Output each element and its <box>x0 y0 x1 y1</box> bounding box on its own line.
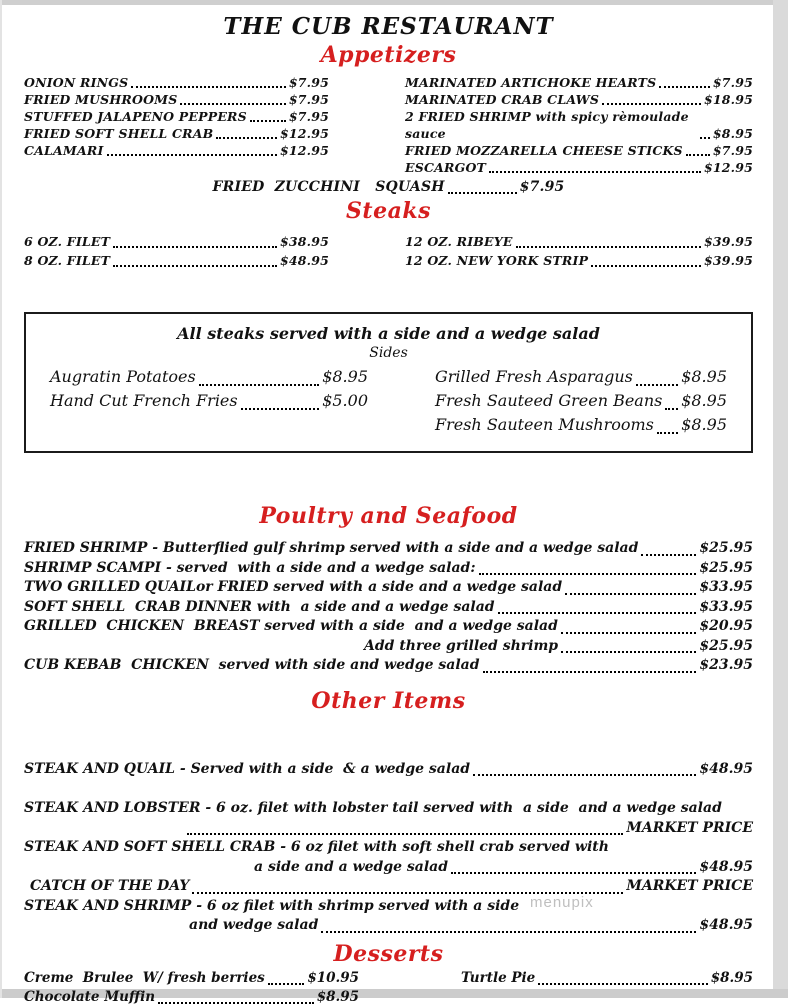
menu-item <box>50 365 368 389</box>
menu-item <box>461 969 753 988</box>
appetizers-right-column <box>405 74 753 176</box>
appetizers-left-column <box>24 74 329 159</box>
item-price: $48.95 <box>699 760 753 777</box>
dotted-leader <box>498 612 697 614</box>
dotted-leader <box>131 86 285 88</box>
item-name: STEAK AND QUAIL - Served with a side & a wedge salad <box>24 760 471 777</box>
item-name: Grilled Fresh Asparagus <box>435 367 633 386</box>
menu-item <box>405 74 753 91</box>
item-name: 12 OZ. NEW YORK STRIP <box>405 253 589 268</box>
item-price: $23.95 <box>699 657 753 673</box>
item-name: Fresh Sauteen Mushrooms <box>435 415 654 434</box>
dotted-leader <box>538 983 707 985</box>
item-price: $8.95 <box>681 415 727 434</box>
item-price: $8.95 <box>681 367 727 386</box>
item-price: MARKET PRICE <box>626 819 753 836</box>
item-name: CUB KEBAB CHICKEN served with side and wedge salad <box>24 657 480 673</box>
menu-item <box>24 617 753 637</box>
item-name: 2 FRIED SHRIMP with spicy rèmoulade sauce <box>405 109 694 141</box>
dotted-leader <box>565 593 696 595</box>
menu-item <box>24 656 753 676</box>
dotted-leader <box>636 384 678 386</box>
menu-item <box>405 108 753 142</box>
menu-item <box>24 74 329 91</box>
item-name: Hand Cut French Fries <box>50 391 238 410</box>
menu-item <box>24 91 329 108</box>
item-name: FRIED MOZZARELLA CHEESE STICKS <box>405 143 683 158</box>
item-name: a side and a wedge salad <box>254 858 449 875</box>
menu-item <box>24 125 329 142</box>
menu-item <box>24 232 329 251</box>
item-name: FRIED SHRIMP - Butterflied gulf shrimp served with a side and a wedge salad <box>24 540 639 556</box>
dotted-leader <box>268 983 305 985</box>
dotted-leader <box>657 432 678 434</box>
item-name: Fresh Sauteed Green Beans <box>435 391 663 410</box>
item-name: ESCARGOT <box>405 160 487 175</box>
item-price: $7.95 <box>288 92 329 107</box>
item-name: and wedge salad <box>189 917 319 933</box>
item-price: $48.95 <box>279 253 329 268</box>
dotted-leader <box>686 154 710 156</box>
dotted-leader <box>216 137 277 139</box>
sides-columns <box>50 365 727 437</box>
item-name: STEAK AND LOBSTER - 6 oz. filet with lobster tail served with a side and a wedge salad <box>24 800 722 816</box>
menu-item <box>24 897 753 917</box>
desserts-columns <box>24 969 753 1007</box>
menu-item <box>405 142 753 159</box>
dotted-leader <box>665 408 678 410</box>
item-price: $7.95 <box>288 75 329 90</box>
steaks-left-column <box>24 232 329 270</box>
section-heading-steaks: Steaks <box>346 198 431 224</box>
appetizers-columns <box>24 74 753 176</box>
menu-item <box>405 232 753 251</box>
menu-item <box>24 598 753 618</box>
menu-page <box>2 5 773 1005</box>
menu-item <box>24 760 753 780</box>
menu-item <box>213 177 565 197</box>
item-price: $33.95 <box>699 598 753 615</box>
item-name: SOFT SHELL CRAB DINNER with a side and a wedge salad <box>24 598 495 615</box>
dotted-leader <box>489 171 701 173</box>
item-price: $25.95 <box>699 637 753 654</box>
item-price: $7.95 <box>519 179 565 195</box>
dotted-leader <box>158 1002 314 1004</box>
dotted-leader <box>113 246 277 248</box>
menu-item <box>24 877 753 897</box>
item-price: $7.95 <box>288 109 329 124</box>
menu-item <box>405 159 753 176</box>
dotted-leader <box>250 120 286 122</box>
poultry-seafood-list <box>24 539 753 676</box>
dotted-leader <box>199 384 320 386</box>
item-price: $7.95 <box>712 143 753 158</box>
item-name: FRIED SOFT SHELL CRAB <box>24 126 214 141</box>
item-price: $8.95 <box>712 126 753 141</box>
desserts-left-column <box>24 969 359 1007</box>
item-name: FRIED ZUCCHINI SQUASH <box>212 179 445 195</box>
section-heading-other-items: Other Items <box>311 687 466 714</box>
item-name: 8 OZ. FILET <box>24 253 111 268</box>
menu-item <box>24 251 329 270</box>
menu-item <box>435 365 727 389</box>
item-price: $12.95 <box>279 143 329 158</box>
dotted-leader <box>483 671 697 673</box>
section-heading-appetizers: Appetizers <box>320 42 457 68</box>
steaks-right-column <box>405 232 753 270</box>
sides-left-column <box>50 365 368 413</box>
item-name: 6 OZ. FILET <box>24 234 111 249</box>
menu-item <box>405 91 753 108</box>
item-name: 12 OZ. RIBEYE <box>405 234 513 249</box>
sides-box-subheading: Sides <box>369 345 408 361</box>
item-name: Turtle Pie <box>461 969 536 986</box>
menu-item <box>24 108 329 125</box>
item-price: $48.95 <box>699 858 753 875</box>
item-price: $25.95 <box>699 540 753 556</box>
menu-item <box>24 969 359 988</box>
menu-item <box>405 251 753 270</box>
menu-item <box>24 539 753 559</box>
item-name: STUFFED JALAPENO PEPPERS <box>24 109 247 124</box>
dotted-leader <box>180 103 285 105</box>
item-name: Augratin Potatoes <box>50 367 196 386</box>
dotted-leader <box>473 774 696 776</box>
dotted-leader <box>451 872 696 874</box>
steaks-columns <box>24 232 753 270</box>
item-name: GRILLED CHICKEN BREAST served with a side and a wedge salad <box>24 618 558 634</box>
dotted-leader <box>113 265 277 267</box>
item-price: $38.95 <box>279 234 329 249</box>
dotted-leader <box>561 651 696 653</box>
item-price: $8.95 <box>681 391 727 410</box>
menu-item <box>24 858 753 878</box>
dotted-leader <box>602 103 701 105</box>
item-price: $48.95 <box>699 917 753 933</box>
item-price: $5.00 <box>322 391 368 410</box>
menu-item <box>24 637 753 657</box>
item-price: $8.95 <box>316 988 359 1005</box>
appetizers-center-item <box>24 177 753 197</box>
scan-edge-right <box>773 0 788 998</box>
item-name: Add three grilled shrimp <box>364 637 559 654</box>
menu-item <box>50 389 368 413</box>
item-name: ONION RINGS <box>24 75 129 90</box>
item-price: $7.95 <box>712 75 753 90</box>
menu-item <box>24 559 753 579</box>
item-name: CALAMARI <box>24 143 104 158</box>
dotted-leader <box>561 632 697 634</box>
item-price: $8.95 <box>322 367 368 386</box>
other-items-list <box>24 760 753 936</box>
section-heading-poultry-seafood: Poultry and Seafood <box>259 503 518 529</box>
dotted-leader <box>641 554 696 556</box>
item-price: $8.95 <box>710 969 753 986</box>
section-heading-desserts: Desserts <box>333 940 444 967</box>
menu-item <box>435 413 727 437</box>
item-name: STEAK AND SOFT SHELL CRAB - 6 oz filet with soft shell crab served with <box>24 839 609 855</box>
page-title: THE CUB RESTAURANT <box>223 13 554 40</box>
dotted-leader <box>321 931 696 933</box>
item-price: MARKET PRICE <box>626 878 753 894</box>
item-name: STEAK AND SHRIMP - 6 oz filet with shrimp served with a side <box>24 897 520 914</box>
item-name: SHRIMP SCAMPI - served with a side and a wedge salad: <box>24 559 476 576</box>
sides-right-column <box>435 365 727 437</box>
desserts-right-column <box>461 969 753 988</box>
item-price: $12.95 <box>279 126 329 141</box>
dotted-leader <box>516 246 701 248</box>
item-price: $33.95 <box>699 579 753 595</box>
menu-item <box>435 389 727 413</box>
dotted-leader <box>591 265 701 267</box>
item-price: $20.95 <box>699 618 753 634</box>
menu-item <box>24 799 753 819</box>
item-name: CATCH OF THE DAY <box>30 878 190 894</box>
item-price: $39.95 <box>703 234 753 249</box>
item-price: $39.95 <box>703 253 753 268</box>
item-price: $10.95 <box>307 969 359 986</box>
dotted-leader <box>241 408 320 410</box>
dotted-leader <box>700 137 710 139</box>
dotted-leader <box>187 833 623 835</box>
item-name: Chocolate Muffin <box>24 988 156 1005</box>
item-name: FRIED MUSHROOMS <box>24 92 178 107</box>
menu-item <box>24 988 359 1007</box>
item-name: TWO GRILLED QUAILor FRIED served with a side and a wedge salad <box>24 579 563 595</box>
item-name: Creme Brulee W/ fresh berries <box>24 969 265 986</box>
sides-box-note: All steaks served with a side and a wedge salad <box>177 324 600 343</box>
item-name: MARINATED CRAB CLAWS <box>405 92 600 107</box>
sides-box <box>24 312 753 453</box>
dotted-leader <box>479 573 697 575</box>
menu-item <box>24 819 753 839</box>
menu-item <box>24 838 753 858</box>
menu-item <box>24 916 753 936</box>
watermark: menupix <box>530 894 594 911</box>
item-price: $12.95 <box>703 160 753 175</box>
dotted-leader <box>448 192 517 194</box>
item-name: MARINATED ARTICHOKE HEARTS <box>405 75 657 90</box>
dotted-leader <box>107 154 277 156</box>
dotted-leader <box>659 86 709 88</box>
menu-item <box>24 142 329 159</box>
item-price: $25.95 <box>699 559 753 576</box>
item-price: $18.95 <box>703 92 753 107</box>
menu-item <box>24 578 753 598</box>
